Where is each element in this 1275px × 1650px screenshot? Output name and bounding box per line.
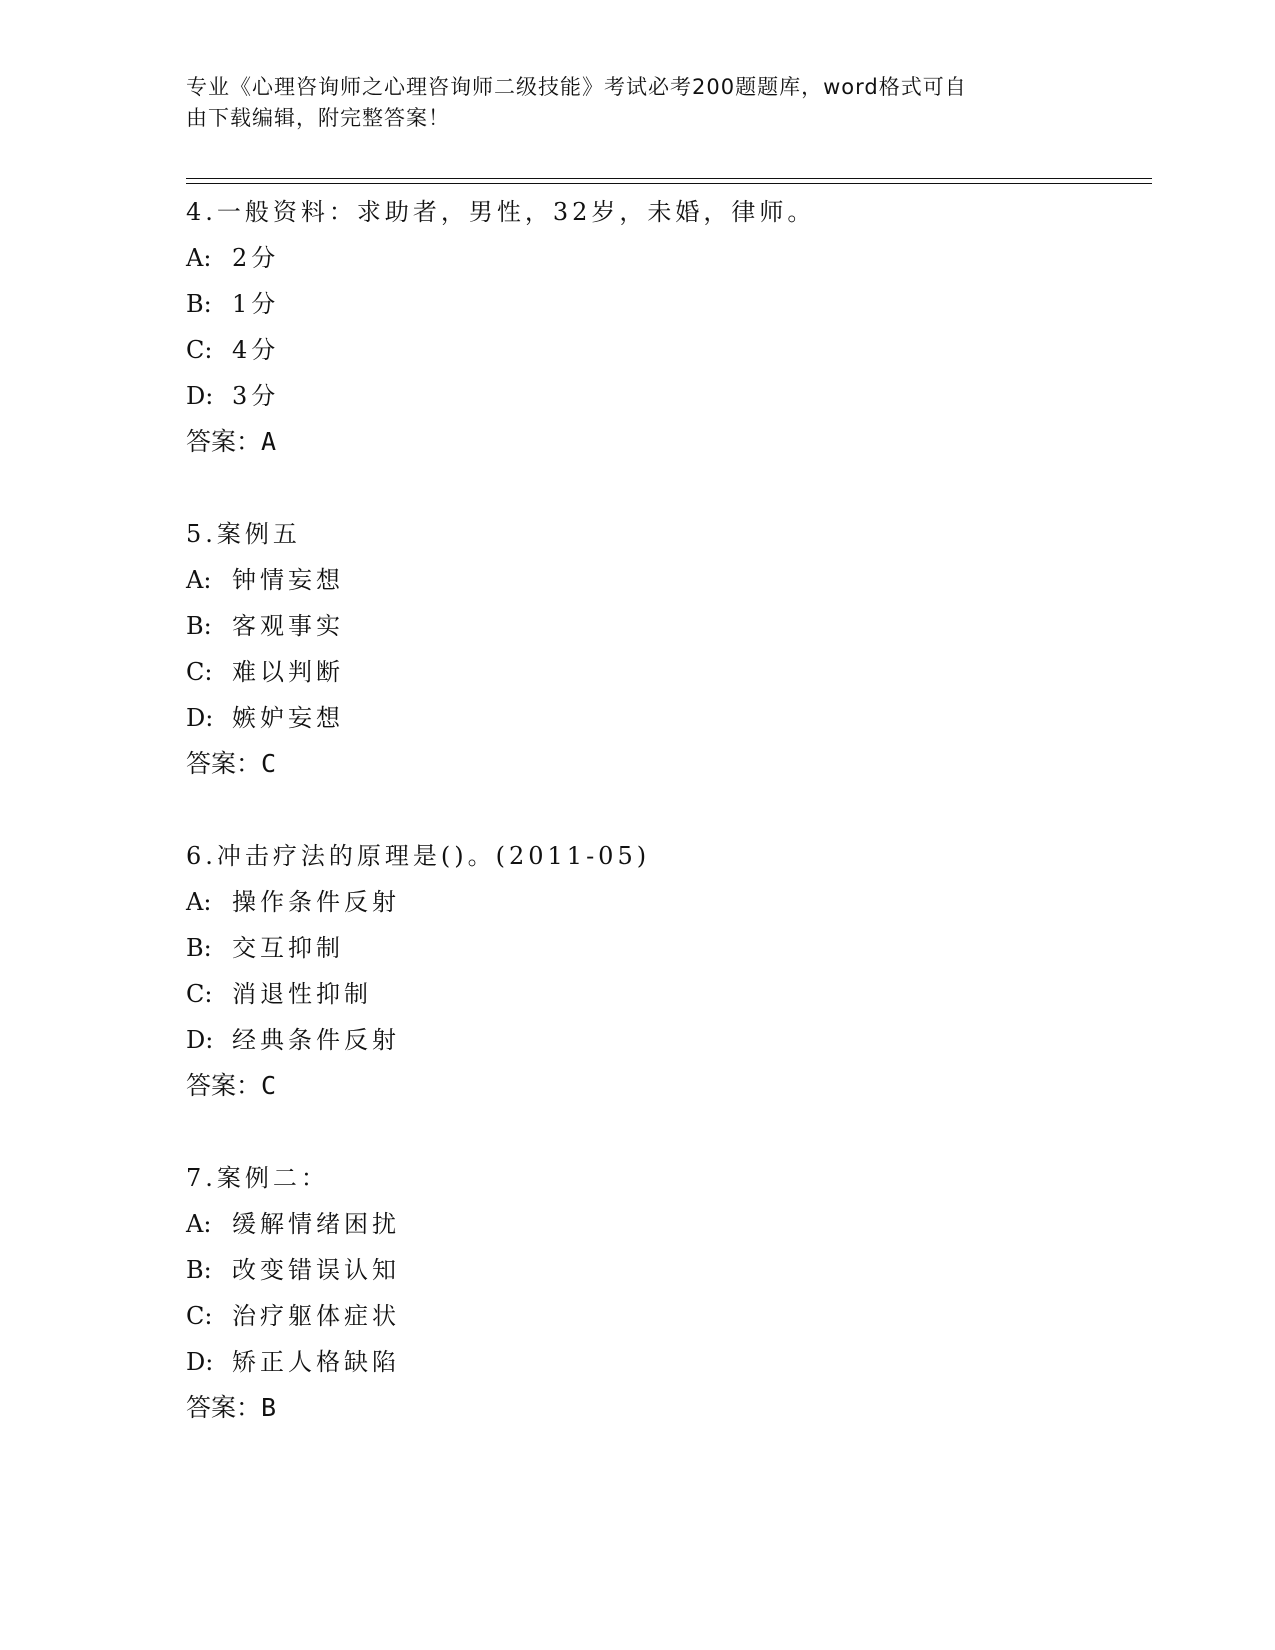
header-line-1: 专业《心理咨询师之心理咨询师二级技能》考试必考200题题库，word格式可自	[186, 75, 967, 99]
option-key: D:	[186, 1026, 214, 1054]
document-header	[186, 72, 1066, 134]
answer-value: A	[261, 427, 277, 456]
option-key: B:	[186, 934, 212, 962]
option-text: 治疗躯体症状	[232, 1302, 400, 1330]
header-line-2: 由下载编辑，附完整答案！	[186, 106, 450, 130]
option-key: C:	[186, 658, 213, 686]
answer-label: 答案：	[186, 1393, 262, 1422]
answer-line	[186, 1063, 1146, 1109]
option-a	[186, 235, 1146, 281]
option-key: D:	[186, 1348, 214, 1376]
option-text: 3分	[232, 382, 280, 410]
option-text: 交互抑制	[232, 934, 344, 962]
option-text: 矫正人格缺陷	[232, 1348, 400, 1376]
option-d	[186, 373, 1146, 419]
option-text: 客观事实	[232, 612, 344, 640]
question-6	[186, 833, 1146, 1109]
option-text: 1分	[232, 290, 280, 318]
option-text: 4分	[232, 336, 280, 364]
question-list	[186, 189, 1146, 1477]
option-c	[186, 971, 1146, 1017]
answer-line	[186, 419, 1146, 465]
option-a	[186, 1201, 1146, 1247]
question-title: 7.案例二：	[186, 1164, 329, 1192]
option-text: 缓解情绪困扰	[232, 1210, 400, 1238]
option-key: B:	[186, 290, 212, 318]
option-text: 嫉妒妄想	[232, 704, 344, 732]
option-key: A:	[186, 888, 212, 916]
option-key: A:	[186, 244, 212, 272]
option-text: 消退性抑制	[232, 980, 372, 1008]
header-divider-top	[186, 178, 1152, 179]
option-key: C:	[186, 980, 213, 1008]
option-text: 难以判断	[232, 658, 344, 686]
option-b	[186, 1247, 1146, 1293]
answer-label: 答案：	[186, 427, 262, 456]
option-d	[186, 1017, 1146, 1063]
option-d	[186, 695, 1146, 741]
option-a	[186, 879, 1146, 925]
option-key: A:	[186, 566, 212, 594]
option-c	[186, 649, 1146, 695]
option-key: D:	[186, 382, 214, 410]
option-text: 钟情妄想	[232, 566, 344, 594]
option-c	[186, 327, 1146, 373]
option-key: A:	[186, 1210, 212, 1238]
answer-line	[186, 741, 1146, 787]
option-b	[186, 603, 1146, 649]
option-c	[186, 1293, 1146, 1339]
question-5	[186, 511, 1146, 787]
option-text: 经典条件反射	[232, 1026, 400, 1054]
answer-value: C	[261, 749, 277, 778]
answer-label: 答案：	[186, 1071, 262, 1100]
option-text: 2分	[232, 244, 280, 272]
option-a	[186, 557, 1146, 603]
option-key: C:	[186, 1302, 213, 1330]
answer-value: C	[261, 1071, 277, 1100]
question-title: 6.冲击疗法的原理是()。(2011-05)	[186, 842, 651, 870]
header-divider-bottom	[186, 183, 1152, 184]
question-7	[186, 1155, 1146, 1431]
option-key: B:	[186, 612, 212, 640]
option-text: 操作条件反射	[232, 888, 400, 916]
option-text: 改变错误认知	[232, 1256, 400, 1284]
option-b	[186, 925, 1146, 971]
option-d	[186, 1339, 1146, 1385]
answer-value: B	[261, 1393, 277, 1422]
answer-line	[186, 1385, 1146, 1431]
option-key: D:	[186, 704, 214, 732]
option-key: C:	[186, 336, 213, 364]
option-key: B:	[186, 1256, 212, 1284]
question-title: 4.一般资料：求助者，男性，32岁，未婚，律师。	[186, 198, 816, 226]
option-b	[186, 281, 1146, 327]
question-4	[186, 189, 1146, 465]
question-title: 5.案例五	[186, 520, 301, 548]
answer-label: 答案：	[186, 749, 262, 778]
